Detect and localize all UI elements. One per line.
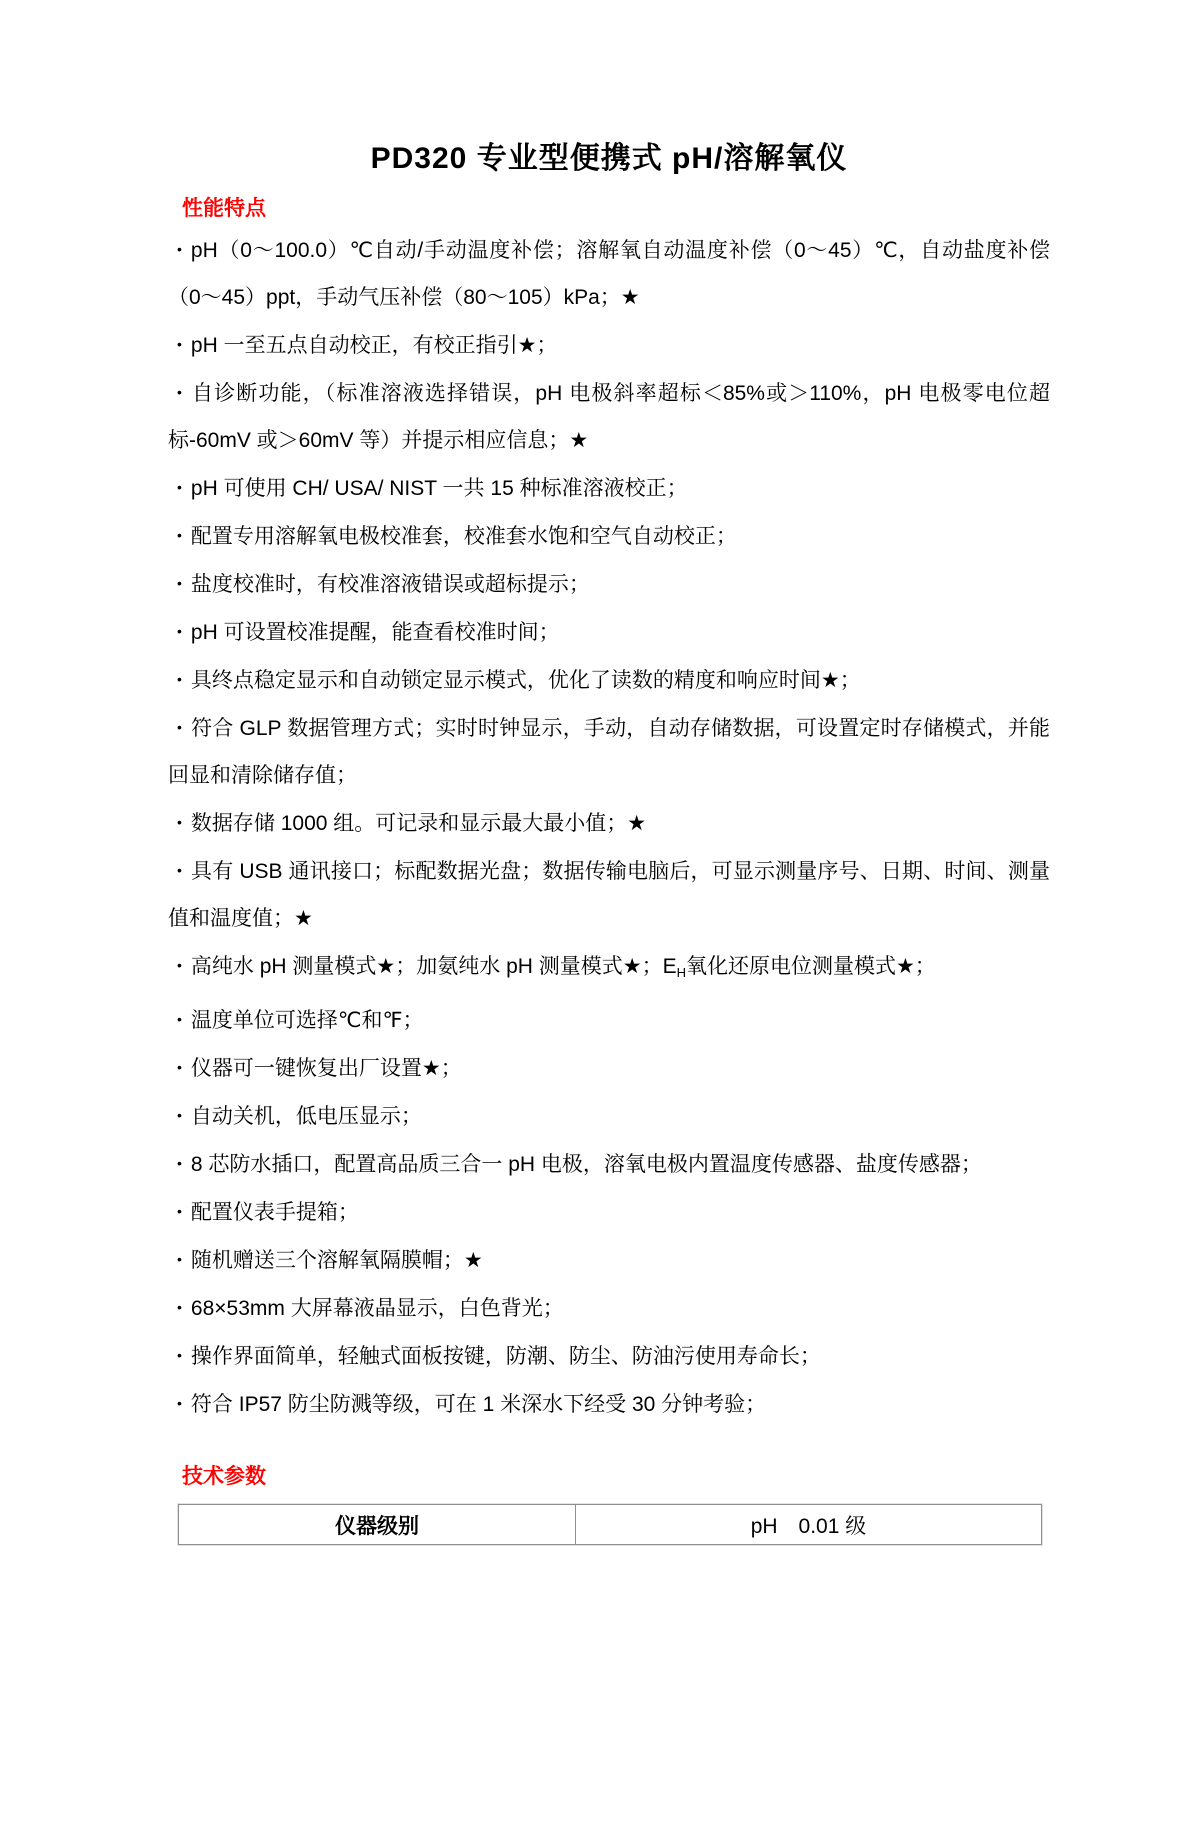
document-content xyxy=(168,138,1050,1545)
feature-item xyxy=(168,464,1050,512)
bullet-marker: • xyxy=(177,1011,182,1027)
spec-label-cell: 仪器级别 xyxy=(179,1505,576,1545)
feature-item-text: 自诊断功能，（标准溶液选择错误，pH 电极斜率超标＜85%或＞110%，pH 电极零电位超标-60mV 或＞60mV 等）并提示相应信息；★ xyxy=(168,382,1050,452)
feature-item xyxy=(168,369,1050,464)
feature-item xyxy=(168,799,1050,847)
bullet-marker: • xyxy=(177,1203,182,1219)
specs-table xyxy=(178,1504,1042,1545)
feature-item xyxy=(168,1188,1050,1236)
feature-item-text: 高纯水 pH 测量模式★；加氨纯水 pH 测量模式★；E xyxy=(190,955,677,978)
bullet-marker: • xyxy=(177,1107,182,1123)
bullet-marker: • xyxy=(177,957,182,973)
bullet-marker: • xyxy=(177,671,182,687)
bullet-marker: • xyxy=(177,862,182,878)
bullet-marker: • xyxy=(177,719,182,735)
feature-item xyxy=(168,847,1050,942)
feature-item-text: pH 可设置校准提醒，能查看校准时间； xyxy=(190,621,560,644)
bullet-marker: • xyxy=(177,1059,182,1075)
feature-item-text: 盐度校准时，有校准溶液错误或超标提示； xyxy=(190,573,590,596)
feature-item xyxy=(168,1092,1050,1140)
feature-item xyxy=(168,226,1050,321)
bullet-marker: • xyxy=(177,1155,182,1171)
feature-item xyxy=(168,608,1050,656)
spec-value-cell: pH 0.01 级 xyxy=(575,1505,1041,1545)
bullet-marker: • xyxy=(177,1299,182,1315)
table-row xyxy=(179,1505,1042,1545)
feature-item xyxy=(168,996,1050,1044)
bullet-marker: • xyxy=(177,241,182,257)
feature-item xyxy=(168,656,1050,704)
feature-item xyxy=(168,1284,1050,1332)
feature-item-text: 配置专用溶解氧电极校准套，校准套水饱和空气自动校正； xyxy=(190,525,737,548)
feature-item-text: 具有 USB 通讯接口；标配数据光盘；数据传输电脑后，可显示测量序号、日期、时间、测量值和温度值；★ xyxy=(168,860,1050,930)
feature-item xyxy=(168,1236,1050,1284)
feature-item-text: 具终点稳定显示和自动锁定显示模式，优化了读数的精度和响应时间★； xyxy=(190,669,861,692)
feature-item-text: 操作界面简单，轻触式面板按键，防潮、防尘、防油污使用寿命长； xyxy=(190,1345,821,1368)
feature-item-text: 随机赠送三个溶解氧隔膜帽；★ xyxy=(190,1249,483,1272)
bullet-marker: • xyxy=(177,623,182,639)
feature-item xyxy=(168,1044,1050,1092)
feature-item-text: 自动关机，低电压显示； xyxy=(190,1105,422,1128)
feature-item-text: 68×53mm 大屏幕液晶显示，白色背光； xyxy=(190,1297,564,1320)
feature-item xyxy=(168,704,1050,799)
feature-item xyxy=(168,1380,1050,1428)
document-page xyxy=(0,138,1200,1835)
specs-section-heading: 技术参数 xyxy=(182,1465,266,1488)
bullet-marker: • xyxy=(177,1347,182,1363)
feature-item-text: pH（0～100.0）℃自动/手动温度补偿；溶解氧自动温度补偿（0～45）℃，自动盐度补偿（0～45）ppt，手动气压补偿（80～105）kPa；★ xyxy=(168,239,1050,309)
eh-subscript: H xyxy=(676,965,686,980)
feature-item-text: 配置仪表手提箱； xyxy=(190,1201,359,1224)
feature-item xyxy=(168,560,1050,608)
feature-item xyxy=(168,512,1050,560)
page-title: PD320 专业型便携式 pH/溶解氧仪 xyxy=(370,142,848,175)
feature-item xyxy=(168,1140,1050,1188)
bullet-marker: • xyxy=(177,336,182,352)
features-section-heading: 性能特点 xyxy=(182,197,266,220)
feature-item-text: 符合 IP57 防尘防溅等级，可在 1 米深水下经受 30 分钟考验； xyxy=(190,1393,767,1416)
feature-item xyxy=(168,1332,1050,1380)
bullet-marker: • xyxy=(177,814,182,830)
bullet-marker: • xyxy=(177,1395,182,1411)
features-list xyxy=(168,226,1050,1428)
feature-item xyxy=(168,321,1050,369)
bullet-marker: • xyxy=(177,479,182,495)
bullet-marker: • xyxy=(177,1251,182,1267)
bullet-marker: • xyxy=(177,384,182,400)
feature-item xyxy=(168,942,1050,996)
feature-item-text: pH 可使用 CH/ USA/ NIST 一共 15 种标准溶液校正； xyxy=(190,477,688,500)
feature-item-text: 仪器可一键恢复出厂设置★； xyxy=(190,1057,462,1080)
feature-item-text: 符合 GLP 数据管理方式；实时时钟显示，手动，自动存储数据，可设置定时存储模式，并能回显和清除储存值； xyxy=(168,717,1050,787)
feature-item-text: 温度单位可选择℃和℉； xyxy=(190,1009,424,1032)
bullet-marker: • xyxy=(177,575,182,591)
bullet-marker: • xyxy=(177,527,182,543)
feature-item-text: pH 一至五点自动校正，有校正指引★； xyxy=(190,334,558,357)
feature-item-text: 氧化还原电位测量模式★； xyxy=(685,955,936,978)
feature-item-text: 数据存储 1000 组。可记录和显示最大最小值；★ xyxy=(190,812,647,835)
feature-item-text: 8 芯防水插口，配置高品质三合一 pH 电极，溶氧电极内置温度传感器、盐度传感器； xyxy=(190,1153,982,1176)
